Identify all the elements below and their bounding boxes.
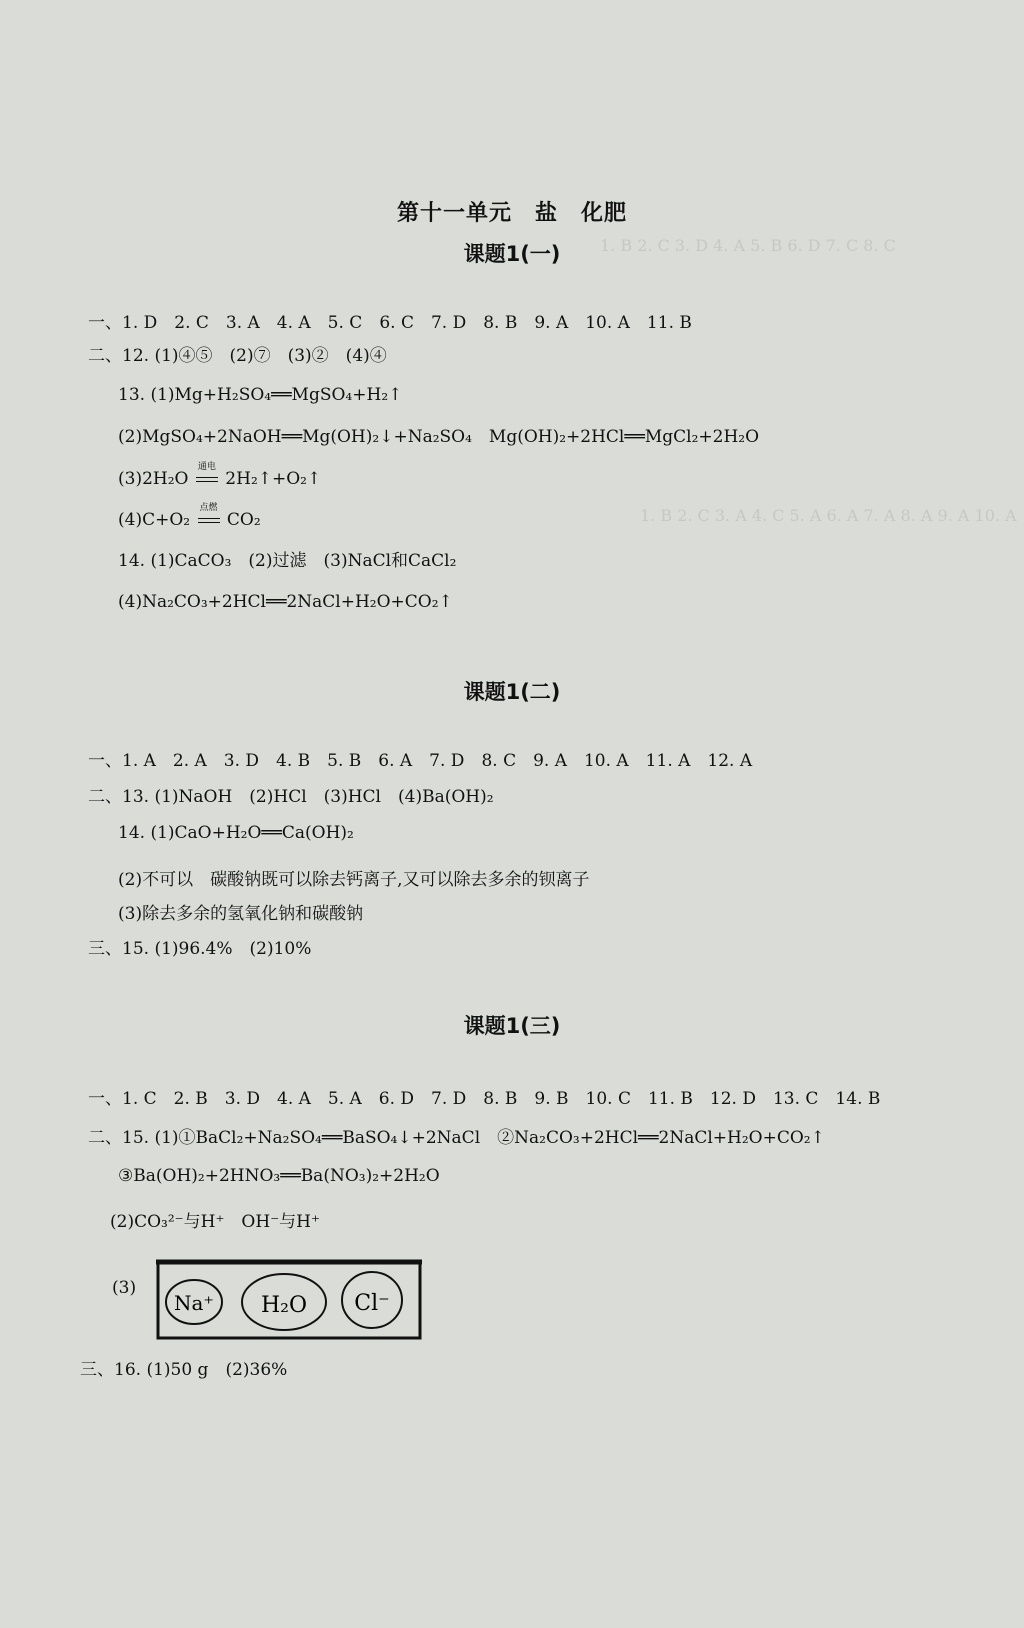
condition-mark [198, 503, 220, 532]
equation-lhs: (4)C+O₂ [118, 510, 191, 530]
lesson-title-2: 课题1(二) [463, 680, 561, 704]
condition-mark [196, 462, 218, 491]
answer-line: 一、1. A 2. A 3. D 4. B 5. B 6. A 7. D 8. C 9. A 10. A 11. A 12. A [88, 751, 753, 771]
answer-line: 14. (1)CaCO₃ (2)过滤 (3)NaCl和CaCl₂ [118, 551, 457, 571]
answer-line: ③Ba(OH)₂+2HNO₃══Ba(NO₃)₂+2H₂O [118, 1166, 440, 1186]
lesson-title-1: 课题1(一) [463, 242, 561, 266]
answer-line: (4)Na₂CO₃+2HCl══2NaCl+H₂O+CO₂↑ [118, 592, 453, 612]
answer-line: 14. (1)CaO+H₂O══Ca(OH)₂ [118, 823, 354, 843]
unit-title: 第十一单元 盐 化肥 [396, 201, 627, 226]
equation-lhs: (3)2H₂O [118, 469, 189, 489]
equation-rhs: 2H₂↑+O₂↑ [225, 469, 322, 489]
answer-line: 二、13. (1)NaOH (2)HCl (3)HCl (4)Ba(OH)₂ [88, 787, 494, 807]
answer-line: 三、16. (1)50 g (2)36% [80, 1360, 288, 1380]
diagram-label: (3) [112, 1278, 137, 1298]
lesson-title-3: 课题1(三) [463, 1014, 561, 1038]
answer-line: 13. (1)Mg+H₂SO₄══MgSO₄+H₂↑ [118, 385, 403, 405]
bleed-through-text: 1. B 2. C 3. D 4. A 5. B 6. D 7. C 8. C [600, 236, 896, 255]
bleed-through-text: 1. B 2. C 3. A 4. C 5. A 6. A 7. A 8. A 9. A 10. A [640, 506, 1017, 525]
answer-line: (3)除去多余的氢氧化钠和碳酸钠 [118, 904, 364, 924]
beaker-ion-diagram [156, 1256, 426, 1342]
equation-combustion [118, 503, 261, 532]
answer-line: 一、1. D 2. C 3. A 4. A 5. C 6. C 7. D 8. B 9. A 10. A 11. B [88, 313, 692, 333]
answer-line: (2)CO₃²⁻与H⁺ OH⁻与H⁺ [110, 1212, 320, 1232]
answer-line: 二、15. (1)①BaCl₂+Na₂SO₄══BaSO₄↓+2NaCl ②Na₂CO₃+2HCl══2NaCl+H₂O+CO₂↑ [88, 1128, 825, 1148]
answer-line: (2)MgSO₄+2NaOH══Mg(OH)₂↓+Na₂SO₄ Mg(OH)₂+2HCl══MgCl₂+2H₂O [118, 427, 760, 447]
condition-text: 通电 [197, 462, 216, 472]
equation-electrolysis [118, 462, 322, 491]
equation-rhs: CO₂ [226, 510, 261, 530]
ion-na: Na⁺ [174, 1291, 214, 1315]
answer-line: (2)不可以 碳酸钠既可以除去钙离子,又可以除去多余的钡离子 [118, 870, 590, 890]
answer-line: 三、15. (1)96.4% (2)10% [88, 939, 312, 959]
answer-line: 一、1. C 2. B 3. D 4. A 5. A 6. D 7. D 8. B 9. B 10. C 11. B 12. D 13. C 14. B [88, 1089, 881, 1109]
answer-line: 二、12. (1)④⑤ (2)⑦ (3)② (4)④ [88, 346, 387, 366]
condition-text: 点燃 [199, 503, 218, 513]
ion-cl: Cl⁻ [354, 1291, 390, 1316]
ion-h2o: H₂O [260, 1293, 308, 1318]
